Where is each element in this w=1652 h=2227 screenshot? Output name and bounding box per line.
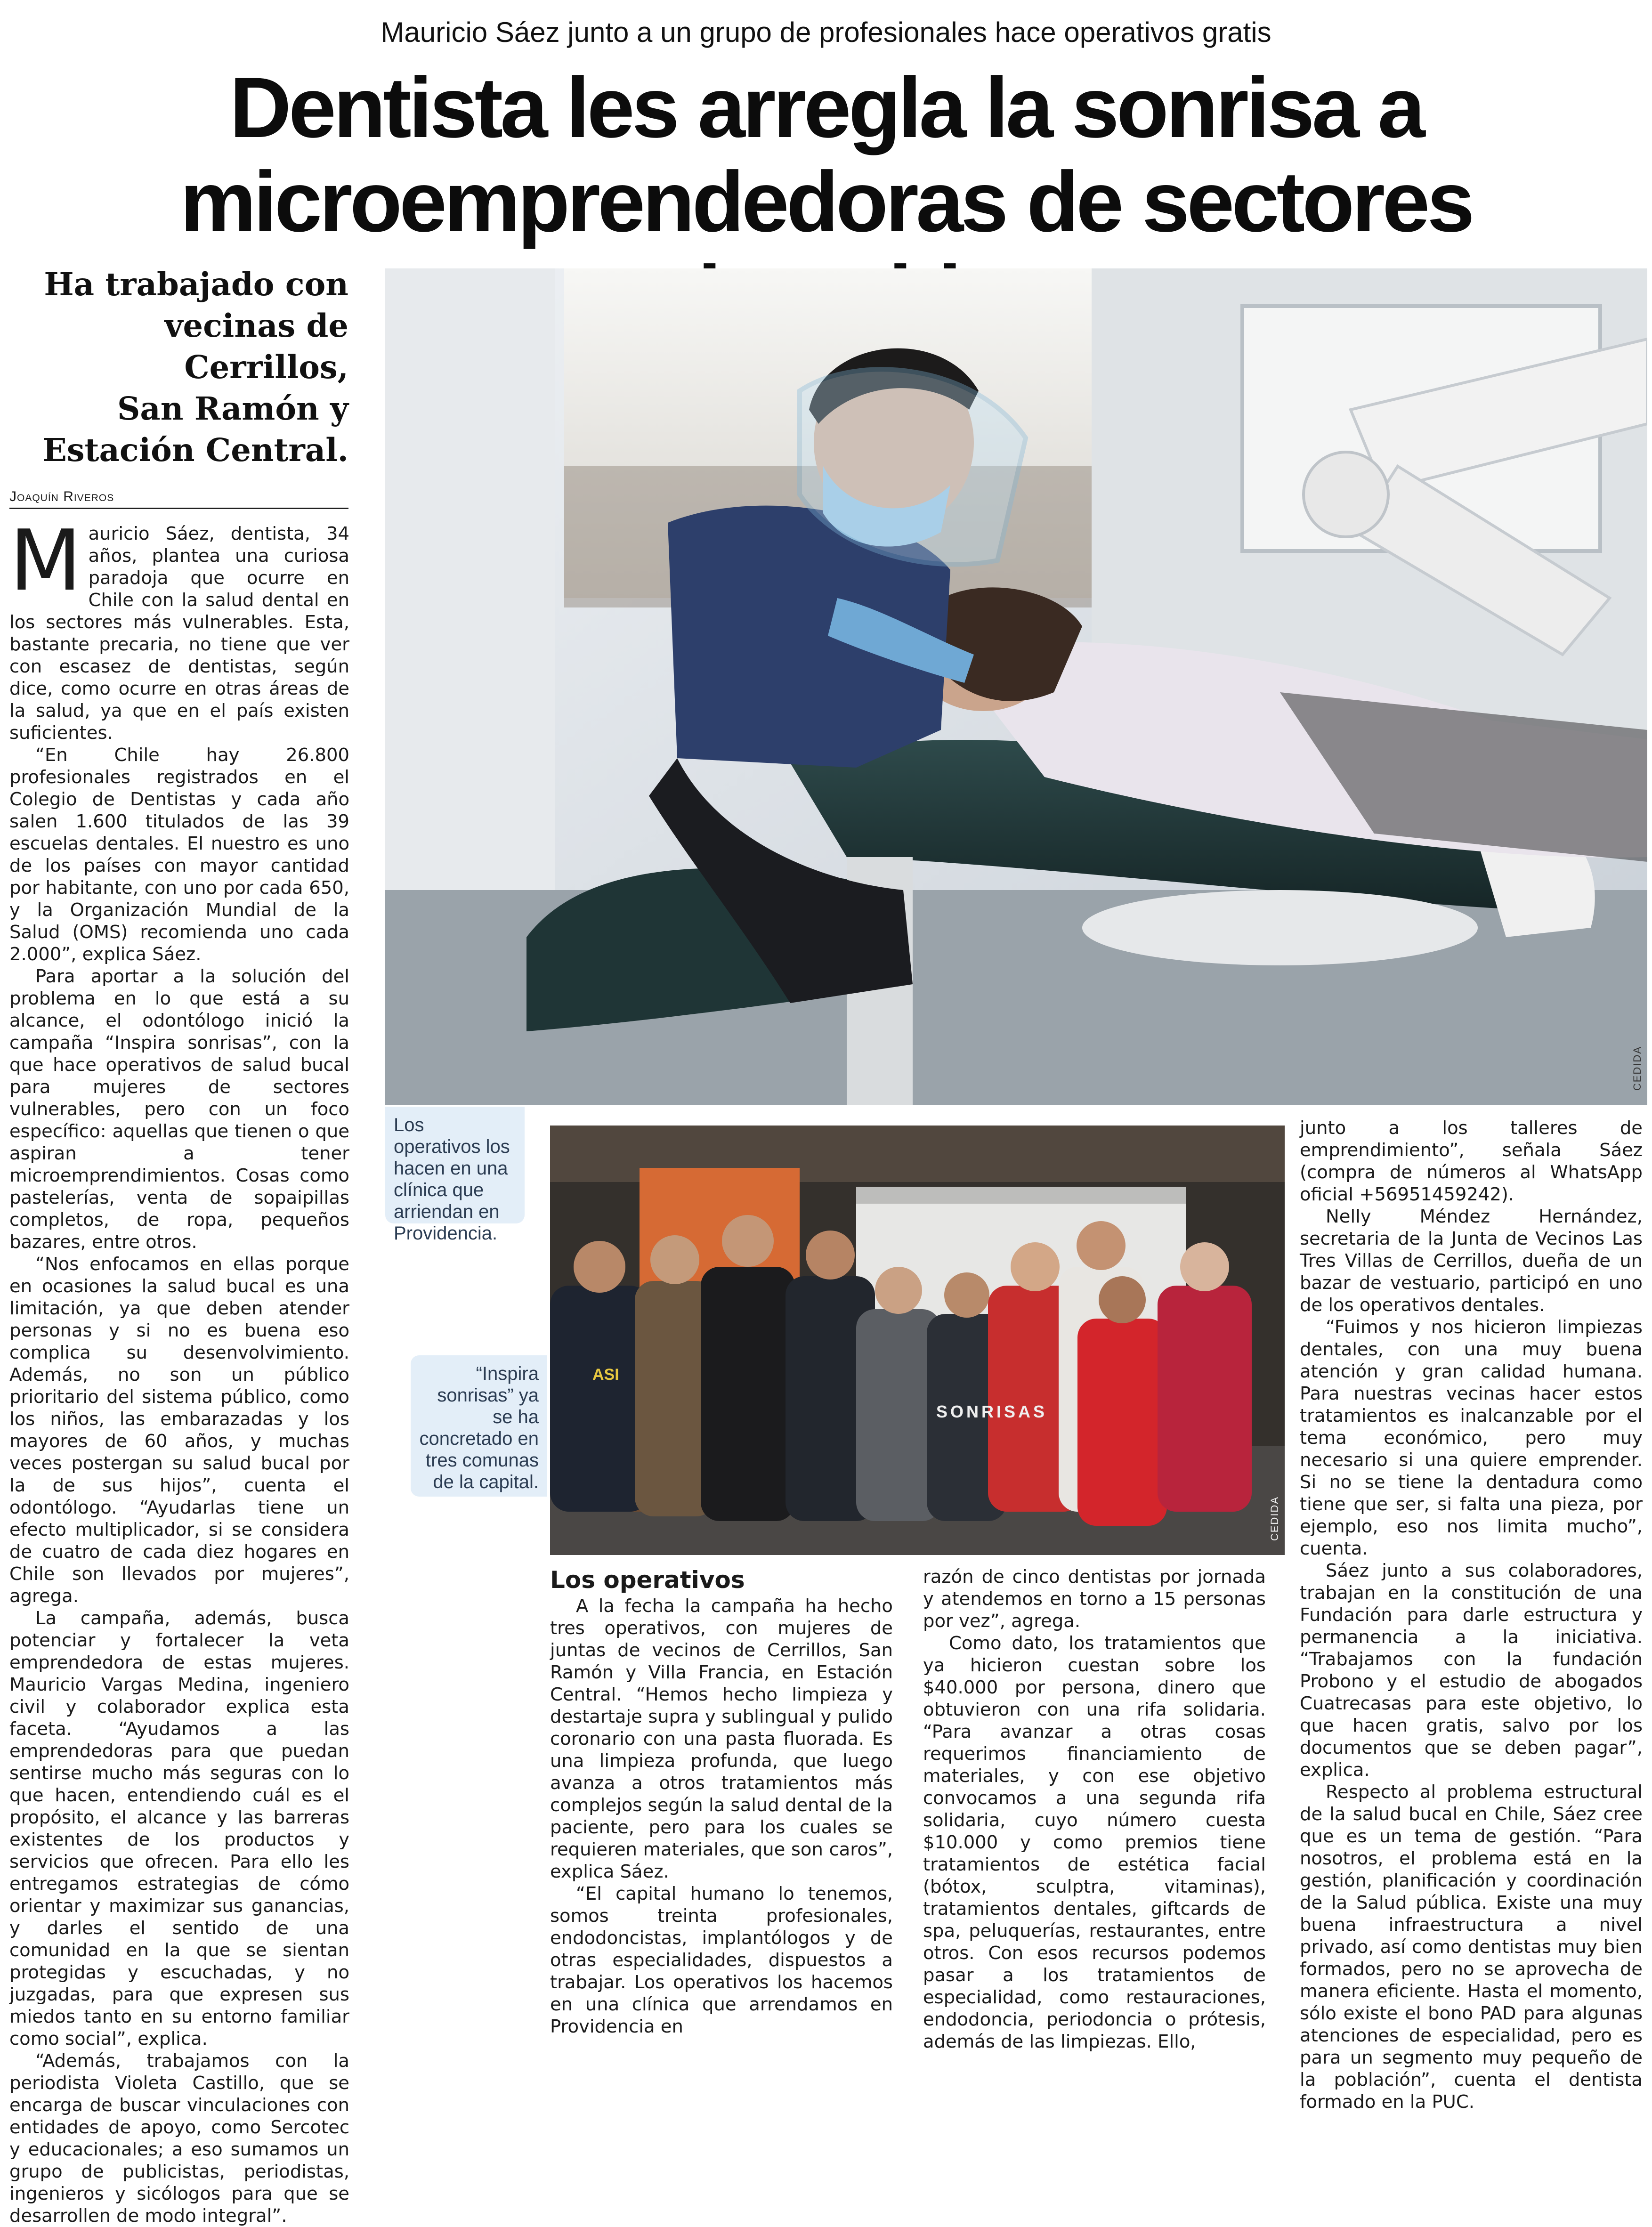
col4-paragraph-3: “Fuimos y nos hicieron limpiezas dentales, con una muy buena atención y gran calidad humana. Para nuestras vecinas hacer estos tratamientos es inalcanzable por el tema económico, pero muy necesario si una quiere emprender. Si no se tiene la dentadura como tiene que ser, si falta una pieza, por ejemplo, eso nos limita mucho”, cuenta. bbox=[1300, 1317, 1643, 1559]
col4-paragraph-2: Nelly Méndez Hernández, secretaria de la Junta de Vecinos Las Tres Villas de Cerrillos, dueña de un bazar de vestuario, participó en uno de los operativos dentales. bbox=[1300, 1206, 1643, 1316]
headline-line-2: microemprendedoras de sectores bbox=[180, 154, 1472, 250]
subhead-line-1: Ha trabajado con bbox=[44, 266, 348, 303]
col4-paragraph-1: junto a los talleres de emprendimiento”, señala Sáez (compra de números al WhatsApp oficial +56951459242). bbox=[1300, 1118, 1643, 1205]
main-photo bbox=[385, 268, 1647, 1105]
byline-first-name: Joaquín bbox=[9, 489, 59, 504]
col1-paragraph-6: “Además, trabajamos con la periodista Violeta Castillo, que se encarga de buscar vinculaciones con entidades de apoyo, como Sercotec y educacionales; a eso sumamos un grupo de publicistas, periodistas, ingenieros y sicólogos para que se desarrollen de modo integral”. bbox=[9, 2050, 349, 2227]
col1-paragraph-3: Para aportar a la solución del problema en lo que está a su alcance, el odontólogo inició la campaña “Inspira sonrisas”, con la que hace operativos de salud bucal para mujeres de sectores vulnerables, pero con un foco específico: aquellas que tienen o que aspiran a tener microemprendimientos. Cosas como pastelerías, venta de sopaipillas completos, de ropa, pequeños bazares, entre otros. bbox=[9, 966, 349, 1253]
dropcap: M bbox=[9, 512, 82, 609]
group-photo-illustration bbox=[550, 1126, 1285, 1555]
subhead bbox=[9, 264, 348, 471]
subhead-line-3: San Ramón y bbox=[117, 390, 348, 427]
col1-paragraph-5: La campaña, además, busca potenciar y fortalecer la veta emprendedora de estas mujeres. Mauricio Vargas Medina, ingeniero civil y colaborador explica esta faceta. “Ayudamos a las emprendedoras para que puedan sentirse mucho más seguras con lo que hacen, entendiendo cuál es el propósito, el alcance y las barreras existentes de los productos y servicios que ofrecen. Para ello les entregamos estrategias de cómo orientar y maximizar sus ganancias, y darles el sentido de una comunidad en la que se sientan protegidas y escuchadas, y no juzgadas, para que expresen sus miedos tanto en su entorno familiar como social”, explica. bbox=[9, 1608, 349, 2049]
group-photo bbox=[550, 1126, 1285, 1555]
subhead-line-4: Estación Central. bbox=[42, 431, 348, 469]
section-heading: Los operativos bbox=[550, 1566, 745, 1594]
group-shirt-text: ASI bbox=[592, 1366, 619, 1384]
col2-paragraph-1: A la fecha la campaña ha hecho tres operativos, con mujeres de juntas de vecinos de Cerrillos, San Ramón y Villa Francia, en Estación Central. “Hemos hecho limpieza y destartaje supra y sublingual y pulido coronario con una pasta fluorada. Es una limpieza profunda, que luego avanza a otros tratamientos más complejos según la salud dental de la paciente, pero para los cuales se requieren materiales, que son caros”, explica Sáez. bbox=[550, 1595, 893, 1882]
byline bbox=[9, 489, 348, 509]
headline-line-1: Dentista les arregla la sonrisa a bbox=[229, 59, 1423, 155]
group-banner-text: SONRISAS bbox=[936, 1402, 1048, 1421]
col3-paragraph-1: razón de cinco dentistas por jornada y atendemos en torno a 15 personas por vez”, agrega. bbox=[923, 1566, 1266, 1632]
col2-paragraph-2: “El capital humano lo tenemos, somos treinta profesionales, endodoncistas, implantólogos y de otras especialidades, dispuestos a trabajar. Los operativos los hacemos en una clínica que arrendamos en Providencia en bbox=[550, 1883, 893, 2037]
col1-paragraph-2: “En Chile hay 26.800 profesionales registrados en el Colegio de Dentistas y cada año salen 1.600 titulados de las 39 escuelas dentales. El nuestro es uno de los países con mayor cantidad por habitante, con uno por cada 650, y la Organización Mundial de la Salud (OMS) recomienda uno cada 2.000”, explica Sáez. bbox=[9, 745, 349, 965]
subhead-line-2: vecinas de Cerrillos, bbox=[164, 307, 348, 386]
column-3 bbox=[923, 1566, 1266, 2053]
caption-communes: “Inspira sonrisas” ya se ha concretado en tres comunas de la capital. bbox=[411, 1355, 547, 1497]
column-2 bbox=[550, 1566, 893, 2038]
byline-last-name: Riveros bbox=[63, 489, 114, 504]
col1-paragraph-1-text: auricio Sáez, dentista, 34 años, plantea una curiosa paradoja que ocurre en Chile con la salud dental en los sectores más vulnerables. Esta, bastante precaria, no tiene que ver con escasez de dentistas, según dice, como ocurre en otras áreas de la salud, ya que en el país existen suficientes. bbox=[9, 523, 349, 744]
photo-credit-2: CEDIDA bbox=[1269, 1496, 1280, 1541]
column-1 bbox=[9, 512, 349, 2227]
col3-paragraph-2: Como dato, los tratamientos que ya hicieron cuestan sobre los $40.000 por persona, dinero que obtuvieron con una rifa solidaria. “Para avanzar a otras cosas requerimos financiamiento de materiales, y con ese objetivo convocamos a una segunda rifa solidaria, cuyo número cuesta $10.000 y como premios tiene tratamientos de estética facial (bótox, sculptra, vitaminas), tratamientos dentales, giftcards de spa, peluquerías, restaurantes, entre otros. Con esos recursos podemos pasar a los tratamientos de especialidad, como restauraciones, endodoncia, periodoncia o prótesis, además de las limpiezas. Ello, bbox=[923, 1633, 1266, 2052]
column-4 bbox=[1300, 1117, 1643, 2113]
col4-paragraph-5: Respecto al problema estructural de la salud bucal en Chile, Sáez cree que es un tema de gestión. “Para nosotros, el problema está en la gestión, planificación y coordinación de la Salud pública. Existe una muy buena infraestructura a nivel privado, así como dentistas muy bien formados, pero no se aprovecha de manera eficiente. Hasta el momento, sólo existe el bono PAD para algunas atenciones de especialidad, pero es para un segmento muy pequeño de la población”, cuenta el dentista formado en la PUC. bbox=[1300, 1782, 1643, 2113]
caption-clinic: Los operativos los hacen en una clínica que arriendan en Providencia. bbox=[385, 1107, 525, 1223]
dentist-photo-illustration bbox=[385, 268, 1647, 1105]
photo-credit-1: CEDIDA bbox=[1631, 1045, 1643, 1091]
col1-paragraph-1 bbox=[9, 512, 349, 744]
col1-paragraph-4: “Nos enfocamos en ellas porque en ocasiones la salud bucal es una limitación, ya que deben atender personas y si no es buena eso complica su desenvolvimiento. Además, no son un público prioritario del sistema público, como los niños, las embarazadas y los mayores de 60 años, y muchas veces postergan su salud bucal por la de sus hijos”, cuenta el odontólogo. “Ayudarlas tiene un efecto multiplicador, si se considera de cuatro de cada diez hogares en Chile son llevados por mujeres”, agrega. bbox=[9, 1254, 349, 1607]
kicker: Mauricio Sáez junto a un grupo de profesionales hace operativos gratis bbox=[381, 16, 1271, 48]
col4-paragraph-4: Sáez junto a sus colaboradores, trabajan en la constitución de una Fundación para darle estructura y permanencia a la iniciativa. “Trabajamos con la fundación Probono y el estudio de abogados Cuatrecasas para este objetivo, lo que hacen gratis, salvo por los documentos que se deben pagar”, explica. bbox=[1300, 1560, 1643, 1781]
